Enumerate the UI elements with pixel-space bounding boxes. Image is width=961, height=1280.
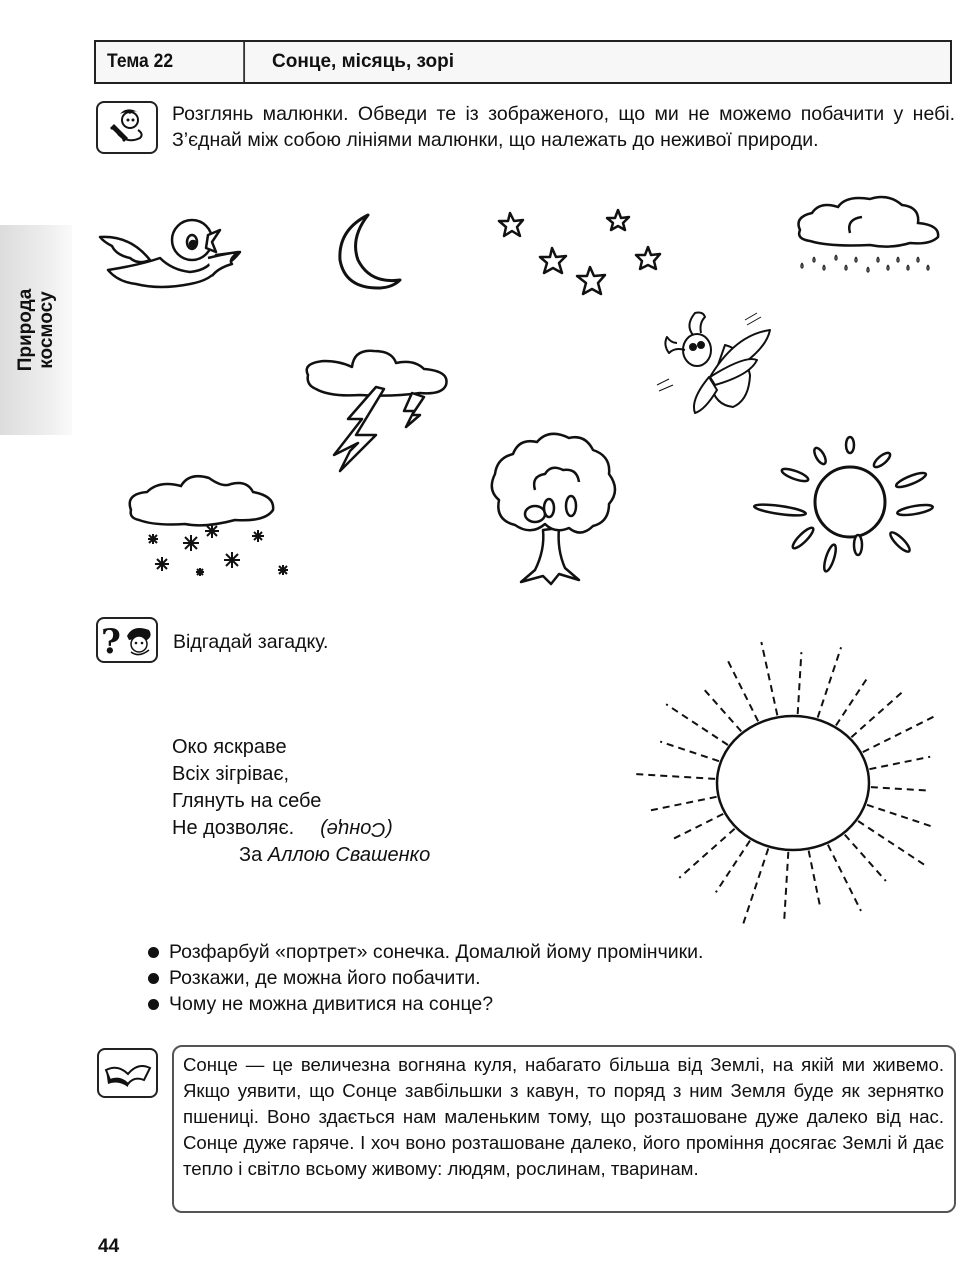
- sun-ray: [728, 660, 758, 721]
- moon-picture: [330, 210, 410, 295]
- sun-ray: [851, 692, 902, 737]
- section-label-line2: космосу: [36, 291, 57, 369]
- sun-ray: [863, 716, 935, 752]
- pupil-writing-icon: [96, 101, 158, 154]
- sun-ray: [867, 805, 932, 827]
- question-boy-icon: [96, 617, 158, 663]
- section-side-tab: [0, 225, 72, 435]
- sun-ray: [635, 774, 715, 779]
- svg-text:?: ?: [101, 622, 121, 662]
- riddle: [172, 734, 430, 869]
- attribution-prefix: За: [239, 844, 263, 866]
- sun-ray: [666, 704, 728, 745]
- section-label: [15, 289, 57, 372]
- sun-circle: [717, 716, 869, 850]
- page-number: 44: [98, 1236, 120, 1257]
- bullet-item: [148, 991, 703, 1017]
- sun-ray: [660, 742, 719, 762]
- sun-ray: [845, 835, 886, 881]
- riddle-answer-upside-down: (Сонце): [320, 818, 393, 840]
- sun-ray: [673, 814, 723, 839]
- attribution-author: Аллою Свашенко: [267, 844, 431, 866]
- snow-cloud-picture: [125, 470, 300, 580]
- bullet-item: [148, 939, 703, 965]
- bullet-text: Розфарбуй «портрет» сонечка. Домалюй йому промінчики.: [169, 941, 704, 963]
- sun-ray: [828, 845, 861, 911]
- bullet-text: Чому не можна дивитися на сонце?: [169, 993, 494, 1015]
- sun-ray: [704, 689, 741, 731]
- sun-ray: [798, 652, 802, 714]
- sun-ray: [871, 787, 927, 790]
- bird-picture: [100, 210, 240, 305]
- sun-ray: [836, 679, 867, 726]
- sun-outline-picture: [590, 640, 955, 930]
- rain-cloud-picture: [790, 195, 950, 285]
- topic-number: Тема 22: [96, 42, 245, 82]
- riddle-line: Глянуть на себе: [172, 790, 322, 812]
- task1-instruction: Розглянь малюнки. Обведи те із зображеного, що ми не можемо побачити у небі. З’єднай між собою лініями малюнки, що належать до неживої природи.: [172, 103, 955, 151]
- thunder-cloud-picture: [300, 345, 455, 475]
- bullet-dot: [148, 999, 159, 1010]
- sun-ray: [869, 757, 930, 769]
- task2-instruction: Відгадай загадку.: [173, 631, 329, 653]
- open-book-icon: [97, 1048, 158, 1098]
- bullet-text: Розкажи, де можна його побачити.: [169, 967, 481, 989]
- sun-ray: [818, 647, 841, 717]
- info-text-box: [172, 1045, 956, 1213]
- bullet-item: [148, 965, 703, 991]
- bullet-dot: [148, 973, 159, 984]
- bullet-list: [148, 939, 703, 1017]
- topic-header: [94, 40, 952, 84]
- sun-ray: [858, 821, 925, 865]
- sun-ray: [809, 851, 820, 906]
- topic-title: Сонце, місяць, зорі: [272, 51, 454, 72]
- sun-ray: [784, 852, 788, 920]
- info-text: Сонце — це величезна вогняна куля, набагато більша від Землі, на якій ми живемо. Якщо уявити, що Сонце завбільшки з кавун, то поряд з ним Земля буде як зернятко пшениці. Воно здається нам маленьким тому, що розташоване дуже далеко від нас. Сонце дуже гаряче. І хоч воно розташоване далеко, його проміння досягає Землі й дає тепло і світло всьому живому: людям, рослинам, тваринам.: [183, 1054, 944, 1179]
- sun-picture: [755, 430, 945, 580]
- beetle-picture: [655, 305, 775, 420]
- tree-picture: [485, 430, 625, 585]
- riddle-line: Не дозволяє.: [172, 817, 295, 839]
- section-label-line1: Природа: [15, 288, 36, 372]
- riddle-line: Всіх зігріває,: [172, 763, 290, 785]
- sun-ray: [761, 642, 777, 715]
- sun-ray: [650, 797, 717, 811]
- riddle-line: Око яскраве: [172, 736, 287, 758]
- sun-ray: [743, 848, 768, 924]
- bullet-dot: [148, 947, 159, 958]
- stars-picture: [490, 205, 680, 310]
- sun-ray: [679, 829, 734, 878]
- sun-ray: [716, 841, 750, 893]
